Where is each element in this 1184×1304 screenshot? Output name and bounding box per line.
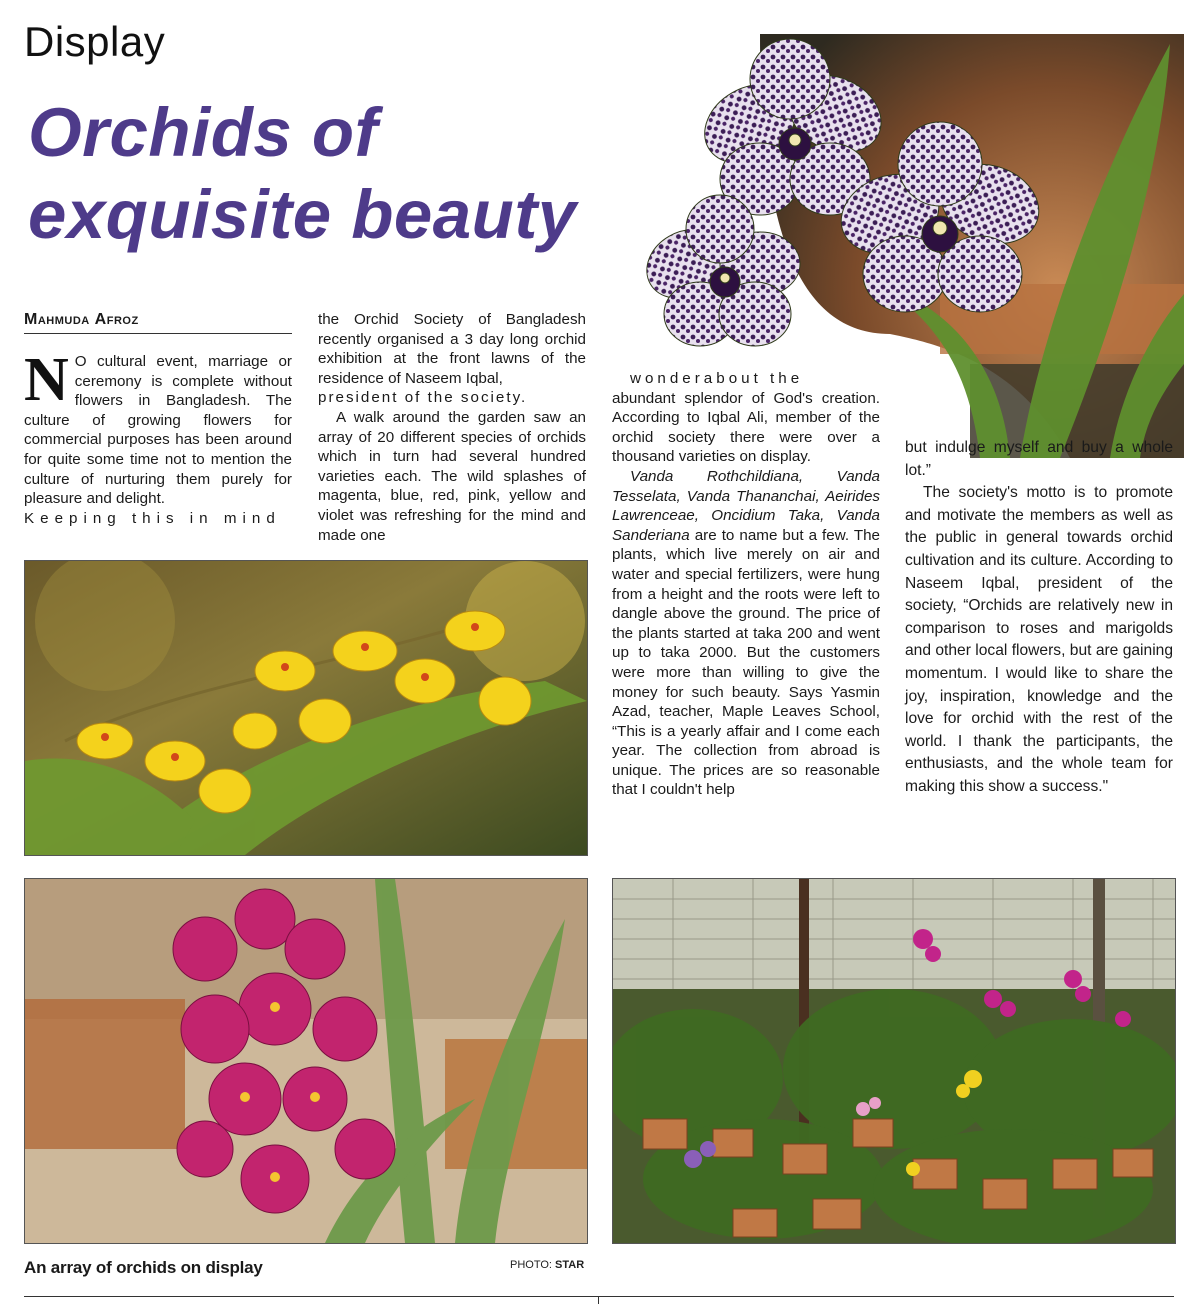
paragraph: the Orchid Society of Bangladesh recently organised a 3 day long orchid exhibition at the front lawns of the residence of Naseem Iqbal, [318,311,586,387]
yellow-orchids-illustration [25,561,587,855]
photo-caption: An array of orchids on display [24,1258,263,1277]
byline-first-name: Mahmuda [24,311,90,328]
bottom-rule [24,1296,1174,1297]
headline [28,92,577,256]
photo-credit-source: STAR [555,1259,585,1271]
paragraph: The society's motto is to promote and motivate the members as well as the public in general towards orchid cultivation and its culture. According to Naseem Iqbal, president of the society, “Orchids are relatively new in comparison to roses and marigolds and other local flowers, but are gaining momentum. I would like to share the joy, inspiration, knowledge and the love for orchid with the rest of the world. I thank the participants, the enthusiasts, and the whole team for making this show a success." [905,484,1173,795]
magenta-orchids-illustration [25,879,587,1243]
photo-orchid-garden [612,878,1176,1244]
headline-line-1: Orchids of [28,94,379,171]
photo-yellow-orchids [24,560,588,856]
paragraph-head: wonderabout the [630,370,804,387]
bottom-rule-divider [598,1296,599,1304]
paragraph: but indulge myself and buy a whole lot.” [905,439,1173,479]
drop-cap: N [24,346,69,414]
section-label: Display [24,18,166,65]
photo-credit-label: PHOTO: [510,1259,552,1271]
byline [24,311,292,334]
paragraph-text: are to name but a few. The plants, which live merely on air and water and special fertilizers, were hung from a height and the roots were left to dangle above the ground. The price of the plants started at taka 200 and went up to taka 2000. But the customers were more than willing to give the money for such beauty. Says Yasmin Azad, teacher, Maple Leaves School, “This is a yearly affair and I come each year. The collection from abroad is unique. The prices are so reasonable that I couldn't help [612,526,880,799]
article-column-2 [318,310,586,545]
species-list: Vanda Rothchildiana, Vanda Tesselata, Vanda Thananchai, Aeirides Lawrenceae, Oncidium Taka, Vanda Sanderiana [612,467,880,544]
paragraph-tail: president of the society. [318,389,528,407]
paragraph [612,467,880,800]
paragraph-tail: Keeping this in mind [24,509,281,527]
headline-line-2: exquisite beauty [28,176,577,253]
paragraph-text: O cultural event, marriage or ceremony is complete without flowers in Bangladesh. The culture of growing flowers for commercial purposes has been around for quite some time not to mention the culture of nurturing them purely for pleasure and delight. [24,353,292,508]
orchid-garden-illustration [613,879,1175,1243]
article-column-3 [612,369,880,800]
paragraph: A walk around the garden saw an array of 20 different species of orchids which in turn had several hundred varieties each. The wild splashes of magenta, blue, red, pink, yellow and violet was refreshing for the mind and made one [318,408,586,544]
paragraph: abundant splendor of God's creation. According to Iqbal Ali, member of the orchid society there were over a thousand varieties on display. [612,389,880,466]
byline-last-name: Afroz [94,311,139,328]
photo-magenta-orchids [24,878,588,1244]
photo-credit [510,1259,584,1271]
article-column-1 [24,346,292,528]
article-column-4 [905,437,1173,799]
